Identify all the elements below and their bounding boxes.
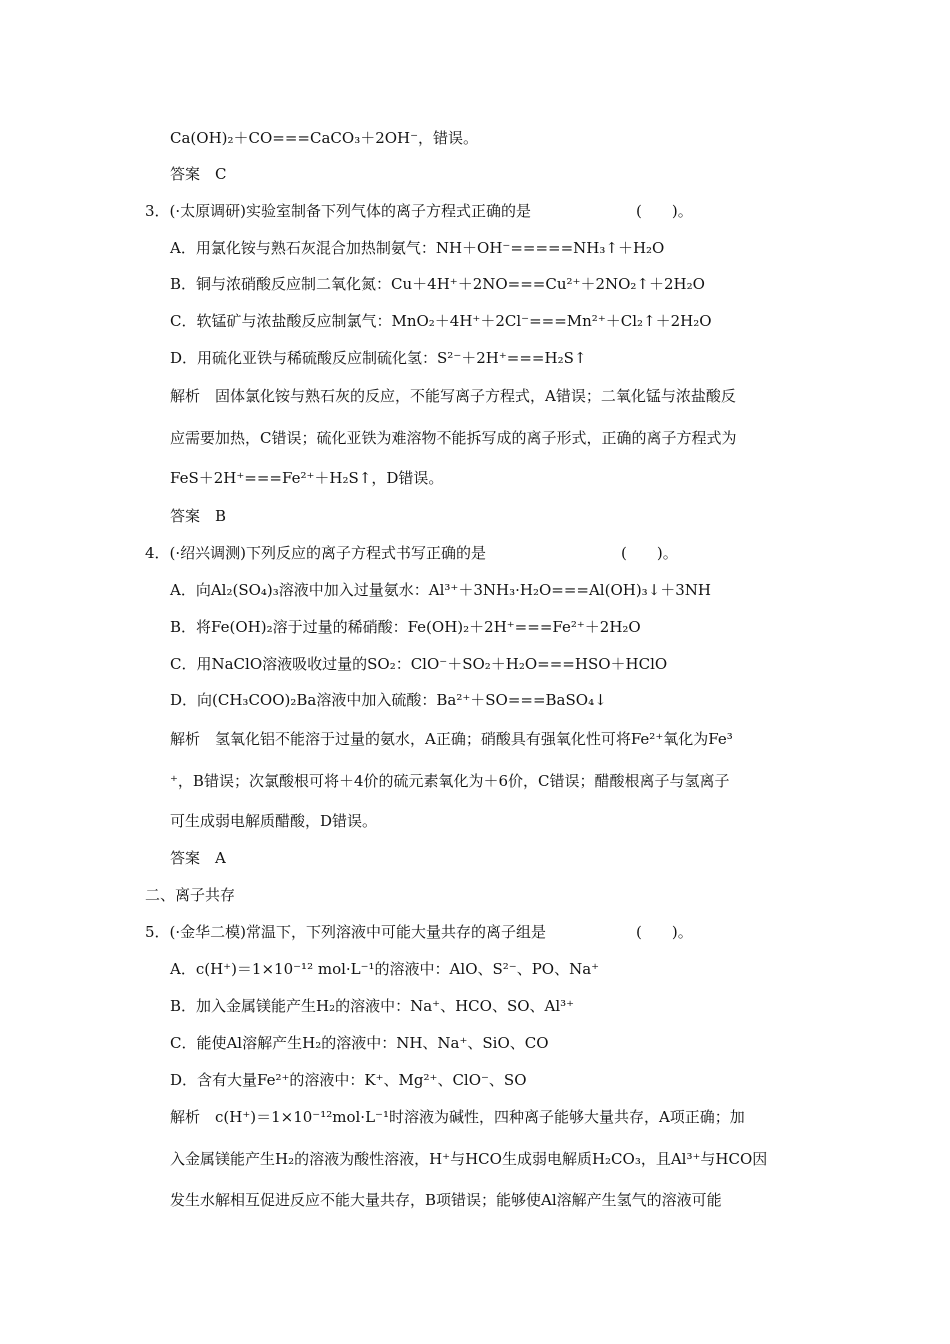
- question-5: 5．(·金华二模)常温下，下列溶液中可能大量共存的离子组是 ( )。: [145, 923, 693, 941]
- option-b: B．加入金属镁能产生H₂的溶液中：Na⁺、HCO、SO、Al³⁺: [170, 997, 575, 1015]
- answer-line: 答案 B: [170, 507, 227, 525]
- option-a: A．用氯化铵与熟石灰混合加热制氨气：NH＋OH⁻=====NH₃↑＋H₂O: [170, 239, 665, 257]
- option-b: B．将Fe(OH)₂溶于过量的稀硝酸：Fe(OH)₂＋2H⁺===Fe²⁺＋2H₂O: [170, 618, 641, 636]
- option-d: D．向(CH₃COO)₂Ba溶液中加入硫酸：Ba²⁺＋SO===BaSO₄↓: [170, 691, 607, 709]
- analysis-line: 解析 氢氧化铝不能溶于过量的氨水，A正确；硝酸具有强氧化性可将Fe²⁺氧化为Fe³: [170, 730, 733, 748]
- analysis-line: ⁺，B错误；次氯酸根可将＋4价的硫元素氧化为＋6价，C错误；醋酸根离子与氢离子: [170, 772, 730, 790]
- question-3: 3．(·太原调研)实验室制备下列气体的离子方程式正确的是 ( )。: [145, 202, 693, 220]
- option-b: B．铜与浓硝酸反应制二氧化氮：Cu＋4H⁺＋2NO===Cu²⁺＋2NO₂↑＋2H₂O: [170, 275, 705, 293]
- analysis-line: 解析 固体氯化铵与熟石灰的反应，不能写离子方程式，A错误；二氧化锰与浓盐酸反: [170, 387, 736, 405]
- option-c: C．能使Al溶解产生H₂的溶液中：NH、Na⁺、SiO、CO: [170, 1034, 549, 1052]
- analysis-line: FeS＋2H⁺===Fe²⁺＋H₂S↑，D错误。: [170, 469, 444, 487]
- option-c: C．用NaClO溶液吸收过量的SO₂：ClO⁻＋SO₂＋H₂O===HSO＋HClO: [170, 655, 668, 673]
- option-d: D．用硫化亚铁与稀硫酸反应制硫化氢：S²⁻＋2H⁺===H₂S↑: [170, 349, 587, 367]
- option-a: A．向Al₂(SO₄)₃溶液中加入过量氨水：Al³⁺＋3NH₃·H₂O===Al(OH)₃↓＋3NH: [170, 581, 712, 599]
- answer-line: 答案 A: [170, 849, 226, 867]
- option-d: D．含有大量Fe²⁺的溶液中：K⁺、Mg²⁺、ClO⁻、SO: [170, 1071, 527, 1089]
- option-c: C．软锰矿与浓盐酸反应制氯气：MnO₂＋4H⁺＋2Cl⁻===Mn²⁺＋Cl₂↑＋2H₂O: [170, 312, 712, 330]
- text-line: Ca(OH)₂＋CO===CaCO₃＋2OH⁻，错误。: [170, 129, 479, 147]
- section-heading: 二、离子共存: [145, 886, 236, 904]
- analysis-line: 解析 c(H⁺)＝1×10⁻¹²mol·L⁻¹时溶液为碱性，四种离子能够大量共存，A项正确；加: [170, 1108, 745, 1126]
- analysis-line: 发生水解相互促进反应不能大量共存，B项错误；能够使Al溶解产生氢气的溶液可能: [170, 1191, 722, 1209]
- question-4: 4．(·绍兴调测)下列反应的离子方程式书写正确的是 ( )。: [145, 544, 678, 562]
- answer-line: 答案 C: [170, 165, 227, 183]
- analysis-line: 应需要加热，C错误；硫化亚铁为难溶物不能拆写成的离子形式，正确的离子方程式为: [170, 429, 737, 447]
- option-a: A．c(H⁺)＝1×10⁻¹² mol·L⁻¹的溶液中：AlO、S²⁻、PO、Na⁺: [170, 960, 600, 978]
- analysis-line: 可生成弱电解质醋酸，D错误。: [170, 812, 378, 830]
- analysis-line: 入金属镁能产生H₂的溶液为酸性溶液，H⁺与HCO生成弱电解质H₂CO₃，且Al³⁺与HCO因: [170, 1150, 768, 1168]
